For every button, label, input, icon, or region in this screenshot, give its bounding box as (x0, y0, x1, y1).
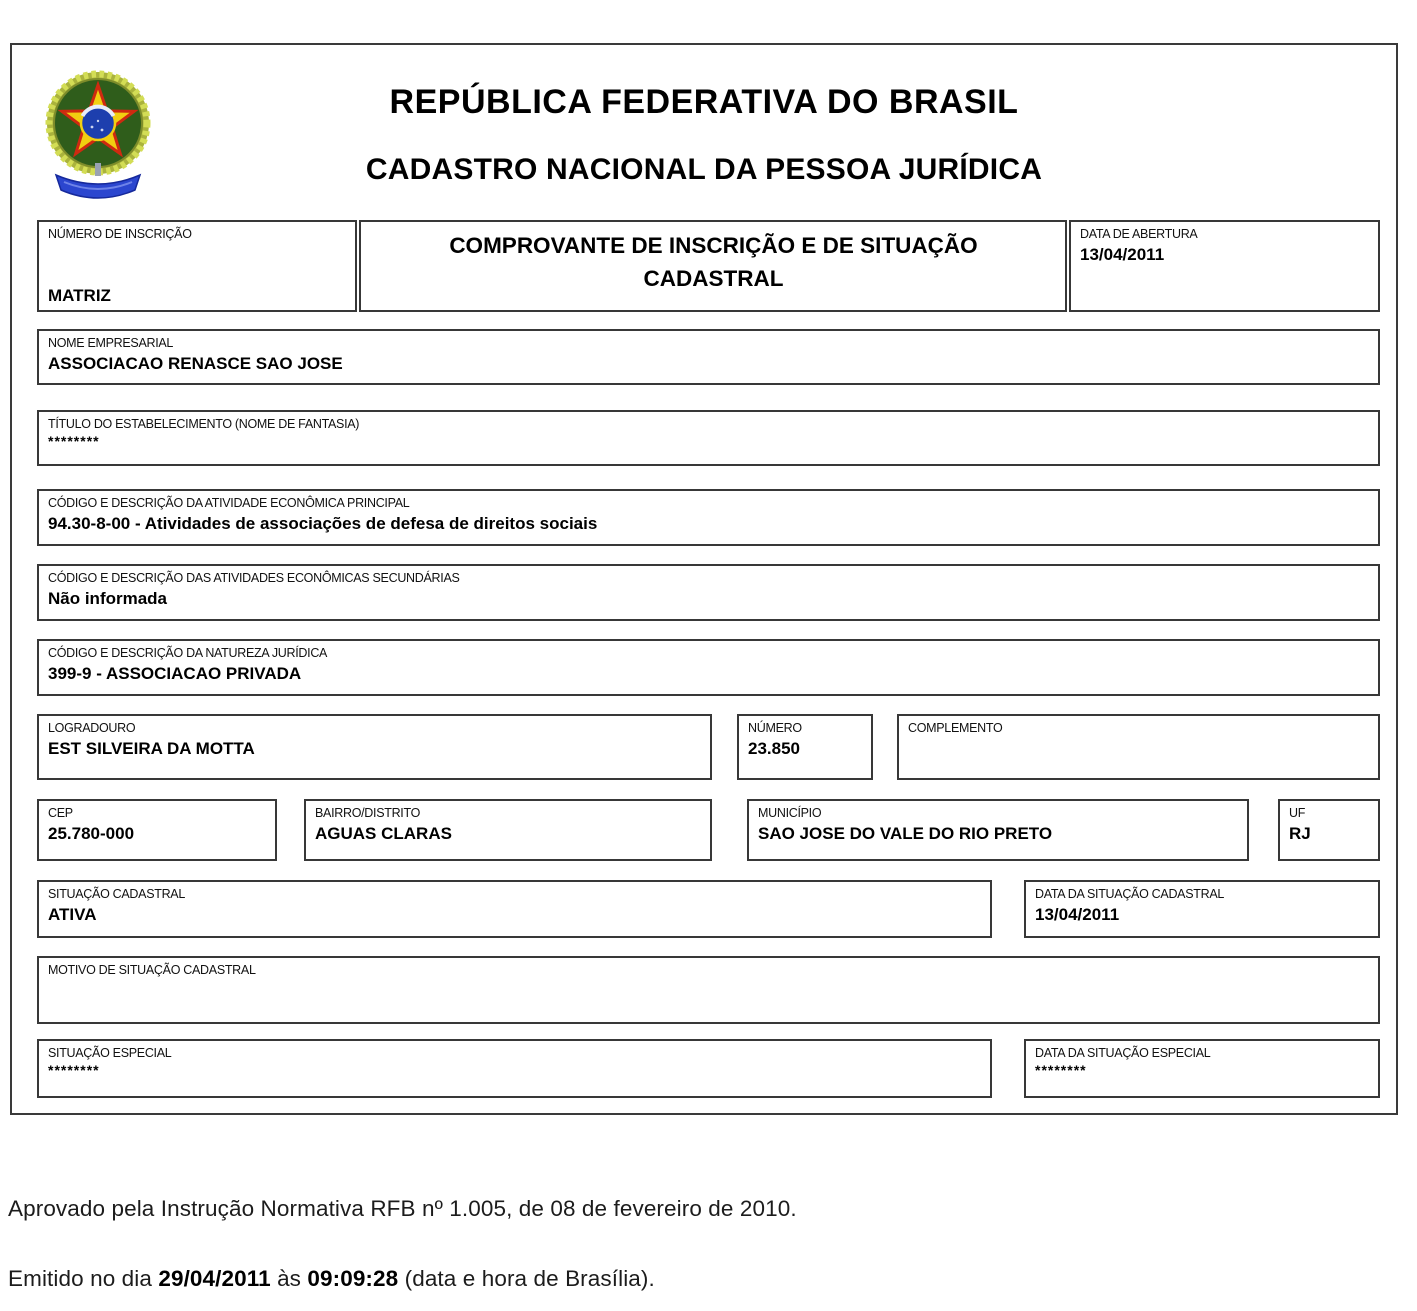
cnpj-certificate (10, 43, 1398, 1115)
field-label: SITUAÇÃO ESPECIAL (48, 1046, 172, 1060)
comprovante-line1: COMPROVANTE DE INSCRIÇÃO E DE SITUAÇÃO (449, 233, 978, 258)
field-value: RJ (1289, 824, 1311, 843)
document-title: REPÚBLICA FEDERATIVA DO BRASIL (389, 83, 1019, 121)
comprovante-line2: CADASTRAL (643, 265, 784, 291)
field-value: 25.780-000 (48, 824, 135, 843)
field-label: DATA DE ABERTURA (1080, 227, 1198, 241)
field-value: ASSOCIACAO RENASCE SAO JOSE (48, 354, 343, 373)
field-value: 399-9 - ASSOCIACAO PRIVADA (48, 664, 302, 683)
field-nome-empresarial (37, 329, 1380, 385)
field-label: DATA DA SITUAÇÃO CADASTRAL (1035, 887, 1225, 901)
field-municipio (747, 799, 1249, 861)
comprovante-title-box (359, 220, 1067, 312)
field-value: 23.850 (748, 739, 800, 758)
field-label: DATA DA SITUAÇÃO ESPECIAL (1035, 1046, 1211, 1060)
field-value: Não informada (48, 589, 168, 608)
field-atividade-principal (37, 489, 1380, 546)
field-label: NÚMERO DE INSCRIÇÃO (48, 227, 192, 241)
field-value: SAO JOSE DO VALE DO RIO PRETO (758, 824, 1053, 843)
field-label: NÚMERO (748, 721, 802, 735)
field-data-situacao-especial (1024, 1039, 1380, 1098)
field-label: TÍTULO DO ESTABELECIMENTO (NOME DE FANTASIA) (48, 417, 360, 431)
field-motivo-situacao-cadastral (37, 956, 1380, 1024)
field-value: ATIVA (48, 905, 97, 924)
document-subtitle: CADASTRO NACIONAL DA PESSOA JURÍDICA (365, 153, 1043, 186)
field-value: AGUAS CLARAS (315, 824, 452, 843)
emission-note (8, 1266, 655, 1292)
field-label: BAIRRO/DISTRITO (315, 806, 421, 820)
field-label: CÓDIGO E DESCRIÇÃO DA NATUREZA JURÍDICA (48, 646, 328, 660)
field-label: UF (1289, 806, 1306, 820)
field-label: SITUAÇÃO CADASTRAL (48, 887, 185, 901)
field-cep (37, 799, 277, 861)
field-label: NOME EMPRESARIAL (48, 336, 174, 350)
field-numero-inscricao (37, 220, 357, 312)
field-value: ******** (48, 1062, 100, 1078)
field-value: ******** (48, 433, 100, 449)
field-titulo-estabelecimento (37, 410, 1380, 466)
field-value: 94.30-8-00 - Atividades de associações de defesa de direitos sociais (48, 514, 598, 533)
field-numero (737, 714, 873, 780)
field-value: 13/04/2011 (1035, 905, 1120, 924)
field-value: 13/04/2011 (1080, 245, 1165, 264)
field-label: LOGRADOURO (48, 721, 136, 735)
field-label: CÓDIGO E DESCRIÇÃO DAS ATIVIDADES ECONÔMICAS SECUNDÁRIAS (48, 571, 460, 585)
emission-suffix: (data e hora de Brasília). (398, 1266, 655, 1291)
field-situacao-especial (37, 1039, 992, 1098)
field-value: EST SILVEIRA DA MOTTA (48, 739, 255, 758)
emission-time: 09:09:28 (307, 1266, 399, 1291)
field-data-situacao-cadastral (1024, 880, 1380, 938)
field-atividades-secundarias (37, 564, 1380, 621)
field-situacao-cadastral (37, 880, 992, 938)
field-label: CEP (48, 806, 73, 820)
approval-note: Aprovado pela Instrução Normativa RFB nº 1.005, de 08 de fevereiro de 2010. (8, 1196, 797, 1221)
field-value: MATRIZ (48, 286, 111, 305)
field-logradouro (37, 714, 712, 780)
field-uf (1278, 799, 1380, 861)
field-label: COMPLEMENTO (908, 721, 1003, 735)
emission-prefix: Emitido no dia (8, 1266, 159, 1291)
field-label: MUNICÍPIO (758, 806, 822, 820)
emission-mid: às (270, 1266, 308, 1291)
field-data-abertura (1069, 220, 1380, 312)
field-value: ******** (1035, 1062, 1087, 1078)
field-complemento (897, 714, 1380, 780)
field-natureza-juridica (37, 639, 1380, 696)
field-bairro-distrito (304, 799, 712, 861)
emission-date: 29/04/2011 (158, 1266, 271, 1291)
field-label: CÓDIGO E DESCRIÇÃO DA ATIVIDADE ECONÔMICA PRINCIPAL (48, 496, 410, 510)
field-label: MOTIVO DE SITUAÇÃO CADASTRAL (48, 963, 256, 977)
